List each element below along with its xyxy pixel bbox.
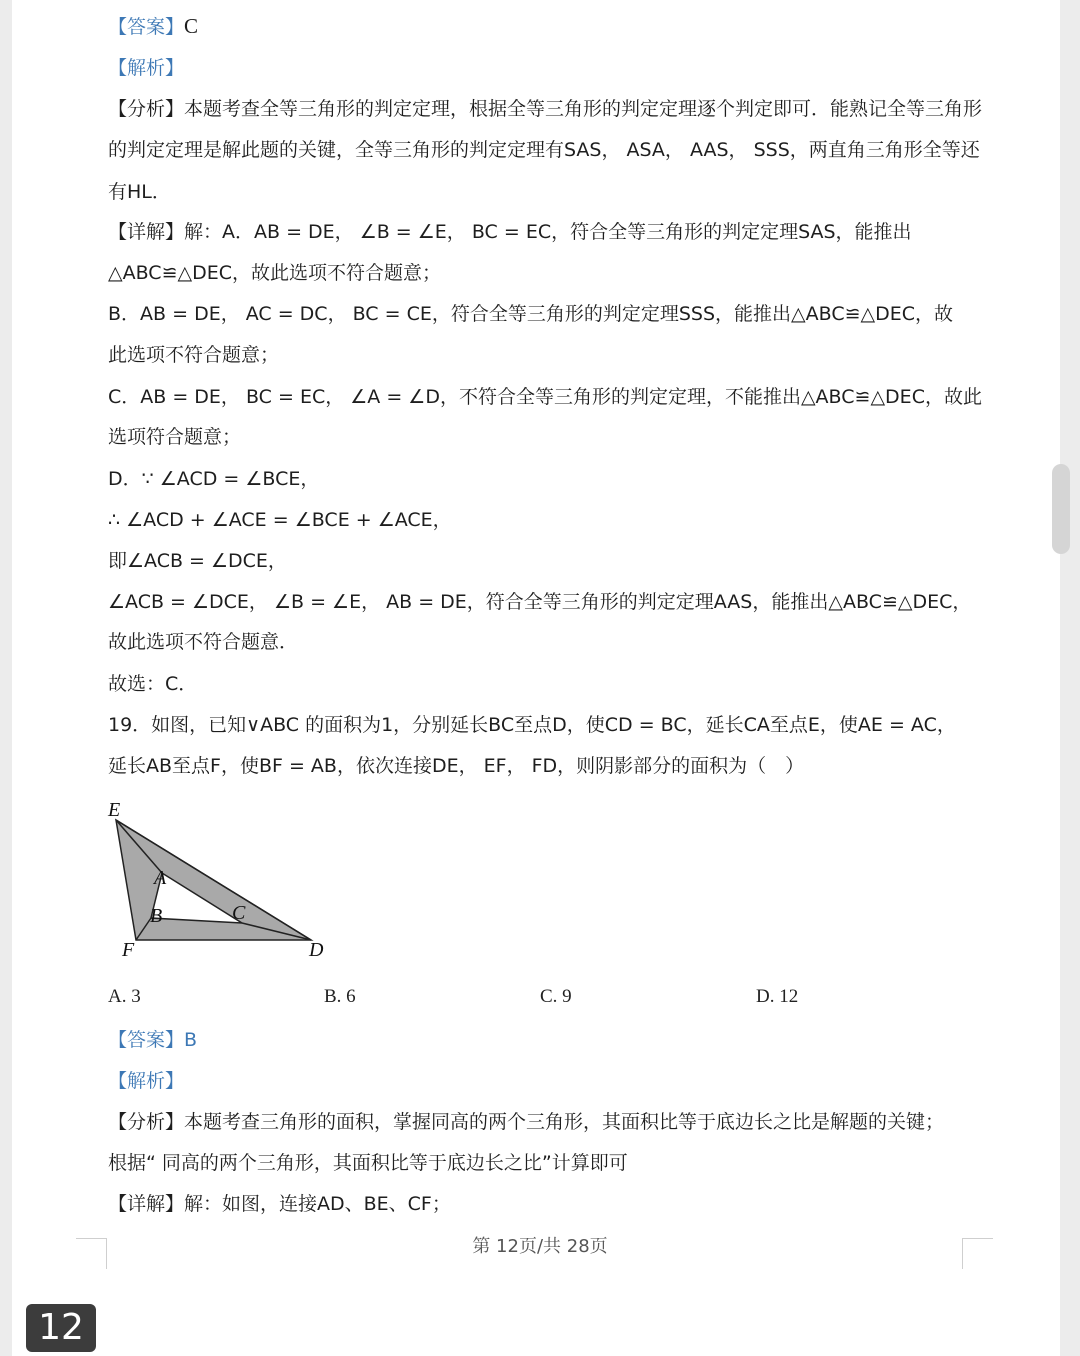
option-a: A. 3	[108, 986, 141, 1007]
text-line: 此选项不符合题意；	[108, 344, 280, 366]
label-e: E	[108, 799, 121, 821]
text-line: △ABC≌△DEC，故此选项不符合题意；	[108, 262, 442, 284]
question-19-line-1: 19．如图，已知∨ABC 的面积为1，分别延长BC至点D，使CD = BC，延长CA至点E，使AE = AC，	[108, 714, 956, 736]
triangle-figure	[104, 798, 334, 972]
text-line: 选项符合题意；	[108, 426, 242, 448]
answer-line: 【答案】C	[108, 14, 199, 38]
text-line: 【详解】解：A．AB = DE， ∠B = ∠E， BC = EC，符合全等三角形的判定定理SAS，能推出	[108, 221, 912, 243]
label-f: F	[122, 939, 135, 961]
label-b: B	[150, 905, 163, 927]
page-number-badge[interactable]: 12	[26, 1304, 96, 1352]
text-line: D．∵ ∠ACD = ∠BCE，	[108, 468, 320, 490]
text-line: 故选：C．	[108, 673, 198, 695]
option-d: D. 12	[756, 986, 799, 1007]
text-line: 【分析】本题考查全等三角形的判定定理，根据全等三角形的判定定理逐个判定即可．能熟记全等三角形	[108, 98, 983, 120]
analysis-heading: 【解析】	[108, 57, 185, 79]
question-19-line-2: 延长AB至点F，使BF = AB，依次连接DE， EF， FD，则阴影部分的面积为（ ）	[108, 755, 805, 777]
label-a: A	[154, 867, 167, 889]
text-line: 根据“ 同高的两个三角形，其面积比等于底边长之比”计算即可	[108, 1152, 628, 1174]
text-line: 有HL．	[108, 181, 171, 203]
label-c: C	[232, 902, 246, 924]
label-d: D	[309, 939, 324, 961]
text-line: 【详解】解：如图，连接AD、BE、CF；	[108, 1193, 451, 1215]
text-line: 故此选项不符合题意．	[108, 631, 299, 653]
option-b: B. 6	[324, 986, 356, 1007]
text-line: 【分析】本题考查三角形的面积，掌握同高的两个三角形，其面积比等于底边长之比是解题的关键；	[108, 1111, 945, 1133]
text-line: C．AB = DE， BC = EC， ∠A = ∠D，不符合全等三角形的判定定理，不能推出△ABC≌△DEC，故此	[108, 386, 982, 408]
analysis-heading-2: 【解析】	[108, 1070, 185, 1092]
scrollbar-thumb[interactable]	[1052, 464, 1070, 554]
text-line: B．AB = DE， AC = DC， BC = CE，符合全等三角形的判定定理SSS，能推出△ABC≌△DEC，故	[108, 303, 954, 325]
answer-line-2: 【答案】B	[108, 1029, 198, 1051]
text-line: ∠ACB = ∠DCE， ∠B = ∠E， AB = DE，符合全等三角形的判定定理AAS，能推出△ABC≌△DEC，	[108, 591, 972, 613]
option-c: C. 9	[540, 986, 572, 1007]
text-line: 即∠ACB = ∠DCE，	[108, 550, 287, 572]
text-line: 的判定定理是解此题的关键，全等三角形的判定定理有SAS， ASA， AAS， SSS，两直角三角形全等还	[108, 139, 980, 161]
page-footer: 第 12页/共 28页	[472, 1236, 608, 1257]
text-line: ∴ ∠ACD + ∠ACE = ∠BCE + ∠ACE，	[108, 509, 452, 531]
triangle-diagram	[104, 798, 334, 968]
